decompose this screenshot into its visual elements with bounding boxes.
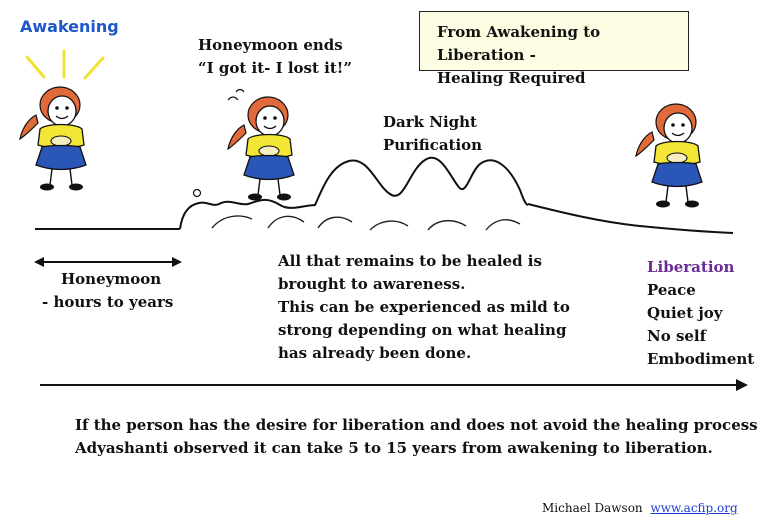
healing-line: All that remains to be healed is	[278, 252, 542, 270]
liberation-item: Peace	[647, 281, 696, 299]
liberation-heading: Liberation	[647, 258, 735, 276]
timeline-arrow	[40, 379, 748, 391]
title-line2: Healing Required	[437, 69, 586, 87]
awakening-label: Awakening	[20, 17, 119, 36]
liberation-item: No self	[647, 327, 707, 345]
healing-line: This can be experienced as mild to	[278, 298, 570, 316]
liberation-slope	[528, 204, 733, 233]
honeymoon-ends-label	[198, 34, 352, 80]
dark-night-label	[383, 111, 482, 157]
dark-night-line1: Dark Night	[383, 113, 477, 131]
figure-awakening	[20, 87, 86, 191]
dark-night-line2: Purification	[383, 136, 483, 154]
footer-link[interactable]: www.acfip.org	[650, 501, 738, 515]
liberation-list	[647, 256, 754, 371]
dark-night-hills	[180, 158, 528, 229]
title-line1: From Awakening to Liberation -	[437, 23, 601, 64]
healing-line: brought to awareness.	[278, 275, 466, 293]
honeymoon-line1: Honeymoon	[61, 270, 162, 288]
hill-contours	[212, 216, 520, 230]
title-box	[419, 11, 689, 87]
summary-line2: Adyashanti observed it can take 5 to 15 years from awakening to liberation.	[75, 439, 713, 457]
figure-liberation	[636, 104, 702, 208]
honeymoon-span-arrow	[34, 257, 182, 267]
healing-description	[278, 250, 570, 365]
liberation-item: Embodiment	[647, 350, 755, 368]
figure-honeymoon-ends	[228, 97, 294, 201]
healing-line: strong depending on what healing	[278, 321, 567, 339]
awakening-rays	[27, 51, 103, 78]
swirl-doodles	[194, 90, 245, 197]
summary-line1: If the person has the desire for liberation and does not avoid the healing process	[75, 416, 758, 434]
summary-text	[75, 414, 758, 460]
footer-author: Michael Dawson	[542, 501, 643, 515]
honeymoon-label	[42, 268, 173, 314]
honeymoon-line2: - hours to years	[42, 293, 174, 311]
honeymoon-ends-line1: Honeymoon ends	[198, 36, 343, 54]
honeymoon-ends-line2: “I got it- I lost it!”	[198, 59, 352, 77]
healing-line: has already been done.	[278, 344, 472, 362]
footer-credit	[542, 501, 738, 515]
liberation-item: Quiet joy	[647, 304, 723, 322]
